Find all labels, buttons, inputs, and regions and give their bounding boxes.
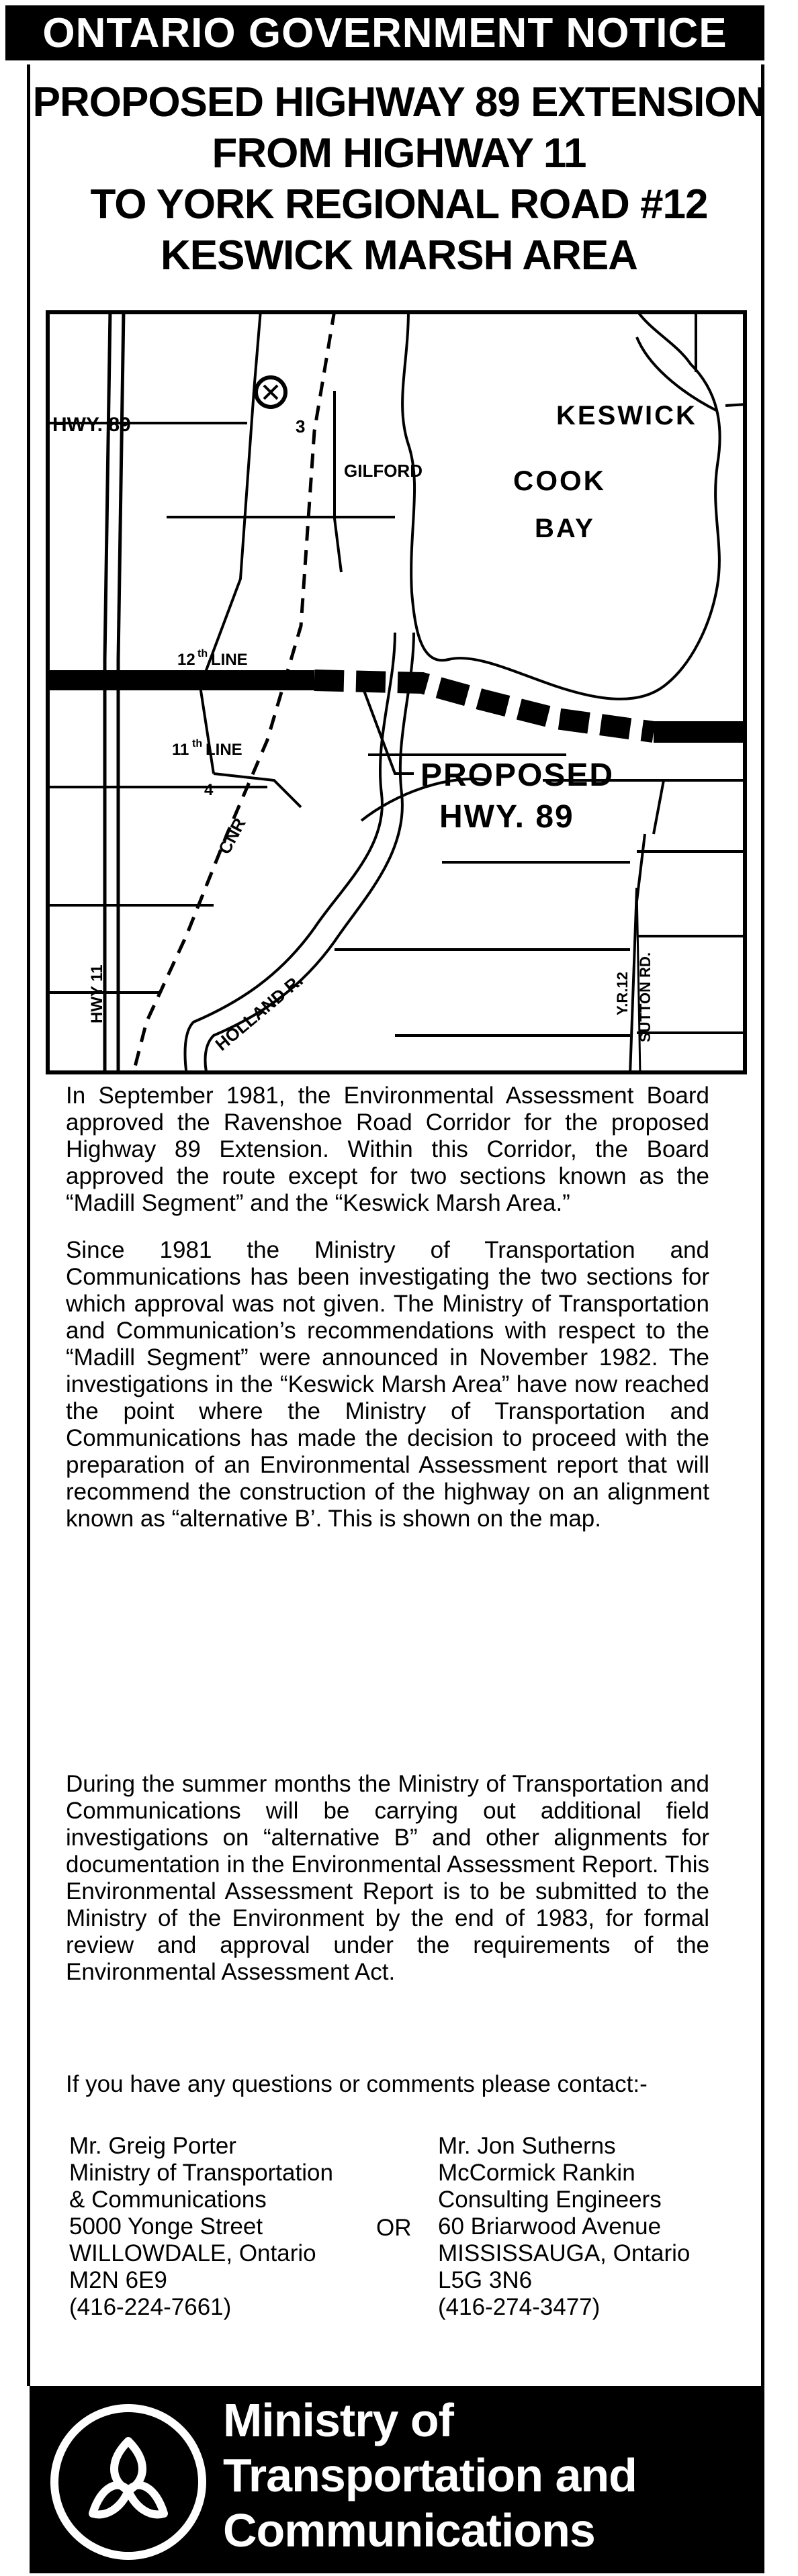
hwy-11-label: HWY 11 [88,964,106,1023]
notice-header [5,5,764,60]
keswick-label: KESWICK [556,401,697,430]
contact-org-line-1: McCormick Rankin [438,2160,635,2186]
route-map [46,310,747,1074]
svg-text:12: 12 [177,651,195,669]
proposed-label: PROPOSED [420,757,615,793]
body-paragraph-1: In September 1981, the Environmental Assessment Board approved the Ravenshoe Road Corridor for the proposed Highway 89 Extension. Within this Corridor, the Board approved the route except for two sections known as the “Madill Segment” and the “Keswick Marsh Area.” [66,1083,709,1216]
hwy-89-label: HWY. 89 [52,414,131,436]
ministry-name [223,2393,637,2558]
holland-river-label: HOLLAND R. [211,970,307,1055]
line-12-label [177,648,248,669]
notice-title: ONTARIO GOVERNMENT NOTICE [42,9,727,56]
svg-text:11: 11 [172,741,189,759]
body-paragraph-3: During the summer months the Ministry of Transportation and Communications will be carrying out additional field investigations on “alternative B” and other alignments for documentation in the Environmental Assessment Report. This Environmental Assessment Report is to be submitted to the Ministry of the Environment by the end of 1983, for formal review and approval under the requirements of the Environmental Assessment Act. [66,1771,709,1985]
contact-name: Mr. Greig Porter [69,2133,236,2159]
ministry-name-line-3: Communications [223,2504,595,2557]
contact-postal: L5G 3N6 [438,2267,533,2293]
route-marker [256,377,285,407]
contact-name: Mr. Jon Sutherns [438,2133,616,2159]
headline-line-4: KESWICK MARSH AREA [161,232,637,279]
body-paragraph-2: Since 1981 the Ministry of Transportation and Communications has been investigating the two sections for which approval was not given. The Ministry of Transportation and Communication’s recommendations with respect to the “Madill Segment” were announced in November 1982. The investigations in the “Keswick Marsh Area” have now reached the point where the Ministry of Transportation and Communications has made the decision to proceed with the preparation of an Environmental Assessment report that will recommend the construction of the highway on an alignment known as “alternative B’. This is shown on the map. [66,1237,709,1532]
proposed-hwy-89-route [314,680,654,732]
svg-text:LINE: LINE [206,741,242,759]
contact-city: MISSISSAUGA, Ontario [438,2240,691,2266]
body-paragraph-4: If you have any questions or comments please contact:- [66,2071,648,2097]
svg-text:th: th [197,648,208,659]
line-11-label [172,738,242,759]
contact-phone: (416-224-7661) [69,2294,232,2320]
contact-right [438,2133,690,2321]
yr-12-label: Y.R.12 [614,972,631,1015]
ministry-footer [30,2386,764,2573]
sutton-rd-label: SUTTON RD. [637,952,654,1042]
headline-line-1: PROPOSED HIGHWAY 89 EXTENSION [32,79,766,126]
cook-label: COOK [513,465,606,496]
concession-4-label: 4 [204,781,214,799]
cnr-label: CNR [214,814,250,858]
svg-text:th: th [192,738,203,749]
contact-left [69,2133,333,2321]
contact-phone: (416-274-3477) [438,2294,601,2320]
line-12-road [46,670,314,690]
trillium-icon [46,2399,211,2565]
gilford-label: GILFORD [344,461,423,481]
ministry-name-line-2: Transportation and [223,2449,637,2501]
contact-street: 5000 Yonge Street [69,2213,263,2240]
proposed-hwy-label: HWY. 89 [439,799,574,835]
contact-postal: M2N 6E9 [69,2267,167,2293]
contact-org-line-2: Consulting Engineers [438,2187,662,2213]
route-marker-label: 3 [296,416,306,436]
cook-bay-shore [402,310,719,699]
bay-label: BAY [535,514,595,543]
or-separator: OR [376,2215,412,2241]
ministry-name-line-1: Ministry of [223,2394,453,2446]
svg-text:LINE: LINE [211,651,248,669]
contact-org-line-1: Ministry of Transportation [69,2160,333,2186]
contact-city: WILLOWDALE, Ontario [69,2240,316,2266]
contact-street: 60 Briarwood Avenue [438,2213,662,2240]
headline-line-3: TO YORK REGIONAL ROAD #12 [90,181,708,228]
headline-line-2: FROM HIGHWAY 11 [212,130,586,177]
contact-org-line-2: & Communications [69,2187,267,2213]
